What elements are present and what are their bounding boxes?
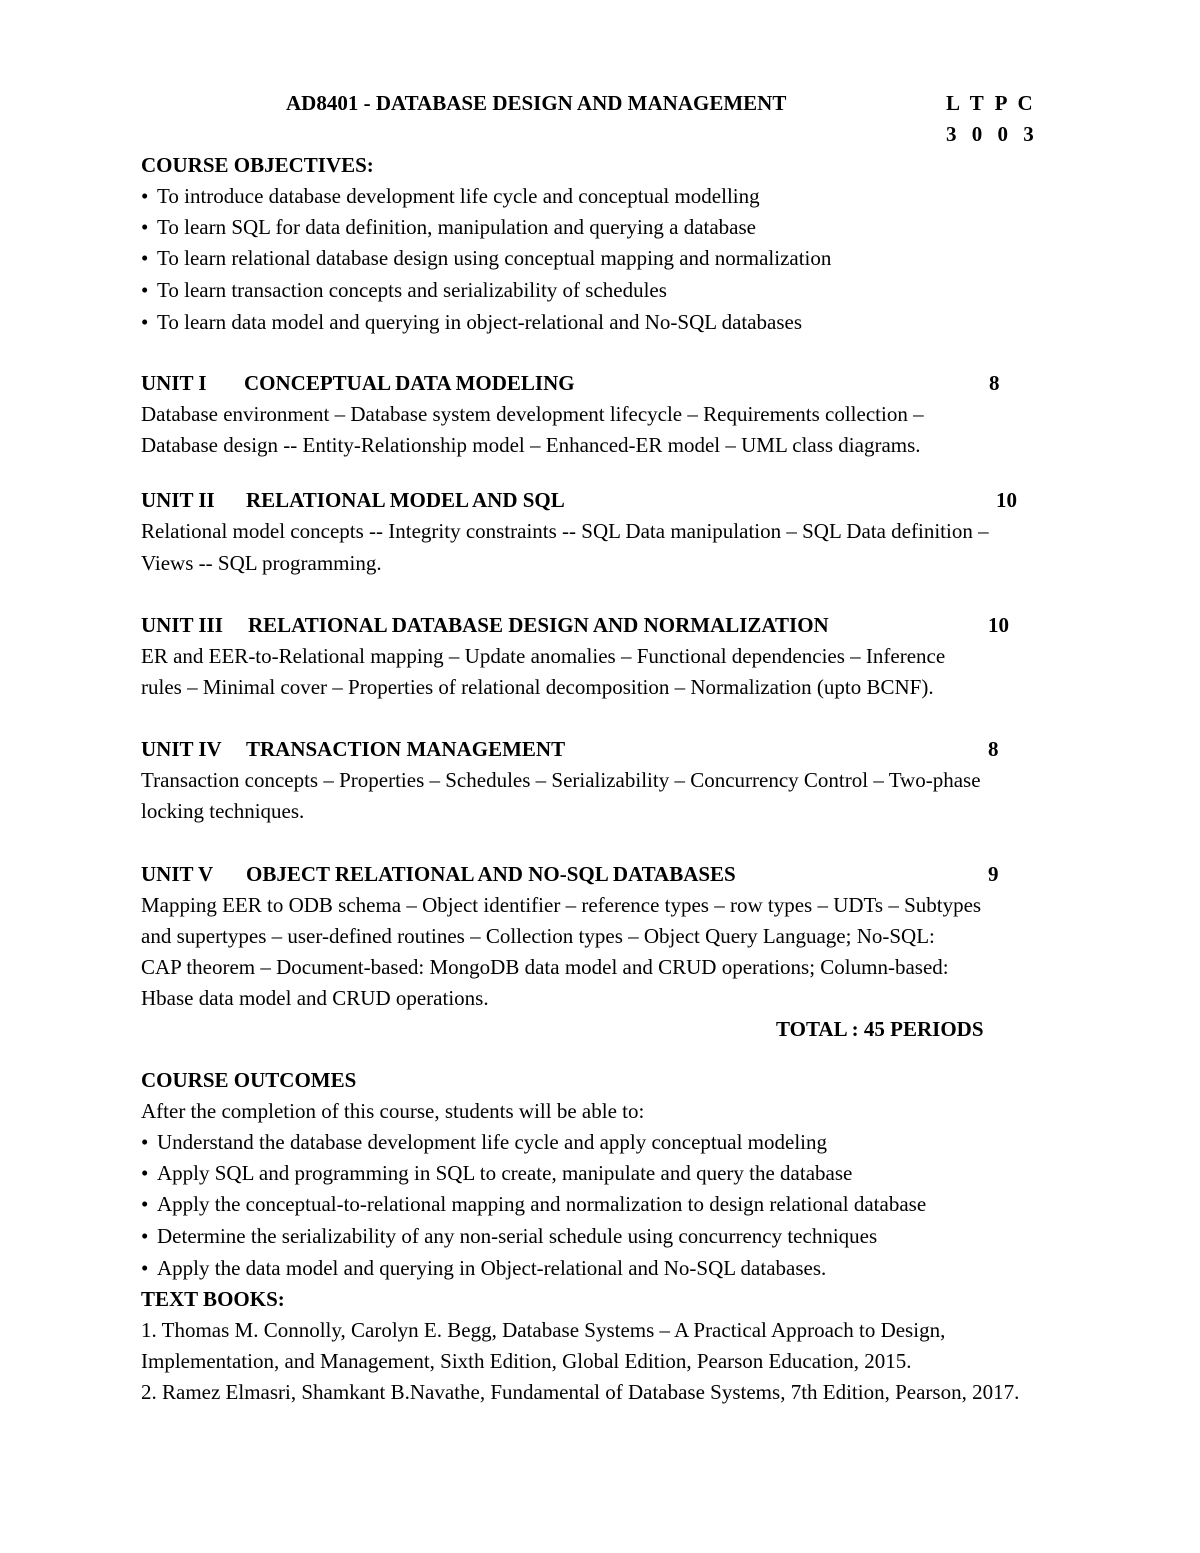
unit-title: RELATIONAL MODEL AND SQL xyxy=(246,488,565,512)
bullet-icon: • xyxy=(141,215,149,239)
unit-content-line: Views -- SQL programming. xyxy=(141,551,382,575)
unit-label: UNIT I xyxy=(141,371,207,395)
outcome-item: • Apply the data model and querying in Object-relational and No-SQL databases. xyxy=(141,1256,827,1280)
unit-content-line: CAP theorem – Document-based: MongoDB data model and CRUD operations; Column-based: xyxy=(141,955,949,979)
unit-hours: 8 xyxy=(989,371,1000,395)
unit-label: UNIT III xyxy=(141,613,223,637)
unit-content-line: Database design -- Entity-Relationship model – Enhanced-ER model – UML class diagrams. xyxy=(141,433,921,457)
bullet-icon: • xyxy=(141,246,149,270)
unit-title: CONCEPTUAL DATA MODELING xyxy=(244,371,575,395)
textbook-line: 2. Ramez Elmasri, Shamkant B.Navathe, Fundamental of Database Systems, 7th Edition, Pearson, 2017. xyxy=(141,1380,1020,1404)
bullet-icon: • xyxy=(141,1161,149,1185)
bullet-icon: • xyxy=(141,1256,149,1280)
unit-label: UNIT V xyxy=(141,862,214,886)
outcome-item: • Determine the serializability of any non-serial schedule using concurrency techniques xyxy=(141,1224,878,1248)
outcome-item: • Apply the conceptual-to-relational mapping and normalization to design relational database xyxy=(141,1192,927,1216)
unit-title: RELATIONAL DATABASE DESIGN AND NORMALIZATION xyxy=(248,613,829,637)
total-periods: TOTAL : 45 PERIODS xyxy=(776,1017,984,1041)
bullet-icon: • xyxy=(141,310,149,334)
bullet-icon: • xyxy=(141,1130,149,1154)
ltpc-values: 3 0 0 3 xyxy=(946,122,1039,146)
unit-label: UNIT II xyxy=(141,488,215,512)
objective-item: • To learn transaction concepts and serializability of schedules xyxy=(141,278,667,302)
unit-title: OBJECT RELATIONAL AND NO-SQL DATABASES xyxy=(246,862,736,886)
objective-item: • To introduce database development life cycle and conceptual modelling xyxy=(141,184,760,208)
unit-hours: 9 xyxy=(988,862,999,886)
unit-content-line: Relational model concepts -- Integrity constraints -- SQL Data manipulation – SQL Data definition – xyxy=(141,519,989,543)
objective-item: • To learn relational database design using conceptual mapping and normalization xyxy=(141,246,832,270)
unit-content-line: locking techniques. xyxy=(141,799,305,823)
textbook-line: 1. Thomas M. Connolly, Carolyn E. Begg, Database Systems – A Practical Approach to Design, xyxy=(141,1318,946,1342)
objective-item: • To learn SQL for data definition, manipulation and querying a database xyxy=(141,215,756,239)
textbook-line: Implementation, and Management, Sixth Edition, Global Edition, Pearson Education, 2015. xyxy=(141,1349,912,1373)
bullet-icon: • xyxy=(141,1192,149,1216)
outcome-item: • Apply SQL and programming in SQL to create, manipulate and query the database xyxy=(141,1161,853,1185)
course-title: AD8401 - DATABASE DESIGN AND MANAGEMENT xyxy=(286,91,787,115)
textbooks-heading: TEXT BOOKS: xyxy=(141,1287,285,1311)
unit-hours: 8 xyxy=(988,737,999,761)
outcomes-heading: COURSE OUTCOMES xyxy=(141,1068,357,1092)
outcomes-intro: After the completion of this course, students will be able to: xyxy=(141,1099,645,1123)
bullet-icon: • xyxy=(141,184,149,208)
objectives-heading: COURSE OBJECTIVES: xyxy=(141,153,374,177)
ltpc-labels: L T P C xyxy=(946,91,1036,115)
bullet-icon: • xyxy=(141,278,149,302)
unit-label: UNIT IV xyxy=(141,737,222,761)
unit-content-line: Database environment – Database system development lifecycle – Requirements collection – xyxy=(141,402,924,426)
objective-item: • To learn data model and querying in object-relational and No-SQL databases xyxy=(141,310,803,334)
unit-content-line: Hbase data model and CRUD operations. xyxy=(141,986,489,1010)
unit-content-line: Mapping EER to ODB schema – Object identifier – reference types – row types – UDTs – Subtypes xyxy=(141,893,982,917)
unit-hours: 10 xyxy=(996,488,1017,512)
unit-content-line: and supertypes – user-defined routines – Collection types – Object Query Language; No-SQL: xyxy=(141,924,935,948)
unit-hours: 10 xyxy=(988,613,1009,637)
outcome-item: • Understand the database development life cycle and apply conceptual modeling xyxy=(141,1130,828,1154)
unit-content-line: Transaction concepts – Properties – Schedules – Serializability – Concurrency Control – Two-phase xyxy=(141,768,981,792)
bullet-icon: • xyxy=(141,1224,149,1248)
unit-title: TRANSACTION MANAGEMENT xyxy=(246,737,566,761)
unit-content-line: rules – Minimal cover – Properties of relational decomposition – Normalization (upto BCNF). xyxy=(141,675,934,699)
unit-content-line: ER and EER-to-Relational mapping – Update anomalies – Functional dependencies – Inference xyxy=(141,644,946,668)
